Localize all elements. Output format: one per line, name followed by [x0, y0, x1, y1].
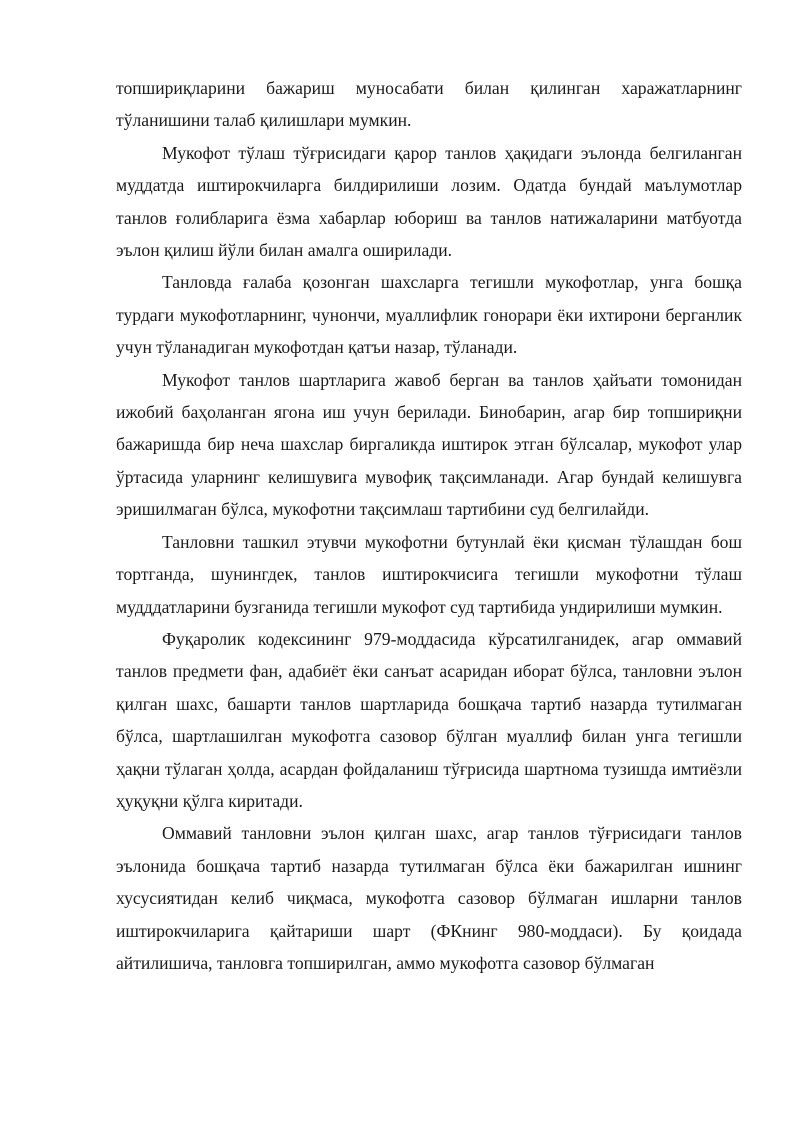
paragraph: Фуқаролик кодексининг 979-моддасида кўрсатилганидек, агар оммавий танлов предмети фан, адабиёт ёки санъат асаридан иборат бўлса, танловни эълон қилган шахс, башарти танлов шартларида бошқача тартиб назарда тутилмаган бўлса, шартлашилган мукофотга сазовор бўлган муаллиф билан унга тегишли ҳақни тўлаган ҳолда, асардан фойдаланиш тўғрисида шартнома тузишда имтиёзли ҳуқуқни қўлга киритади. — [116, 628, 742, 811]
paragraph-continuation: топшириқларини бажариш муносабати билан қилинган харажатларнинг тўланишини талаб қилишлари мумкин. — [116, 78, 742, 131]
paragraph: Мукофот тўлаш тўғрисидаги қарор танлов ҳақидаги эълонда белгиланган муддатда иштирокчиларга билдирилиши лозим. Одатда бундай маълумотлар танлов ғолибларига ёзма хабарлар юбориш ва танлов натижаларини матбуотда эълон қилиш йўли билан амалга оширилади. — [116, 142, 742, 261]
paragraph: Оммавий танловни эълон қилган шахс, агар танлов тўғрисидаги танлов эълонида бошқача тартиб назарда тутилмаган бўлса ёки бажарилган ишнинг хусусиятидан келиб чиқмаса, мукофотга сазовор бўлмаган ишларни танлов иштирокчиларига қайтариши шарт (ФКнинг 980-моддаси). Бу қоидада айтилишича, танловга топширилган, аммо мукофотга сазовор бўлмаган — [116, 823, 742, 973]
paragraph: Танловни ташкил этувчи мукофотни бутунлай ёки қисман тўлашдан бош тортганда, шунингдек, танлов иштирокчисига тегишли мукофотни тўлаш мудддатларини бузганида тегишли мукофот суд тартибида ундирилиши мумкин. — [116, 531, 742, 617]
paragraph: Танловда ғалаба қозонган шахсларга тегишли мукофотлар, унга бошқа турдаги мукофотларнинг, чунончи, муаллифлик гонорари ёки ихтирони берганлик учун тўланадиган мукофотдан қатъи назар, тўланади. — [116, 272, 742, 358]
paragraph: Мукофот танлов шартларига жавоб берган ва танлов ҳайъати томонидан ижобий баҳоланган ягона иш учун берилади. Бинобарин, агар бир топшириқни бажаришда бир неча шахслар биргаликда иштирок этган бўлсалар, мукофот улар ўртасида уларнинг келишувига мувофиқ тақсимланади. Агар бундай келишувга эришилмаган бўлса, мукофотни тақсимлаш тартибини суд белгилайди. — [116, 369, 742, 520]
document-page — [116, 72, 742, 979]
